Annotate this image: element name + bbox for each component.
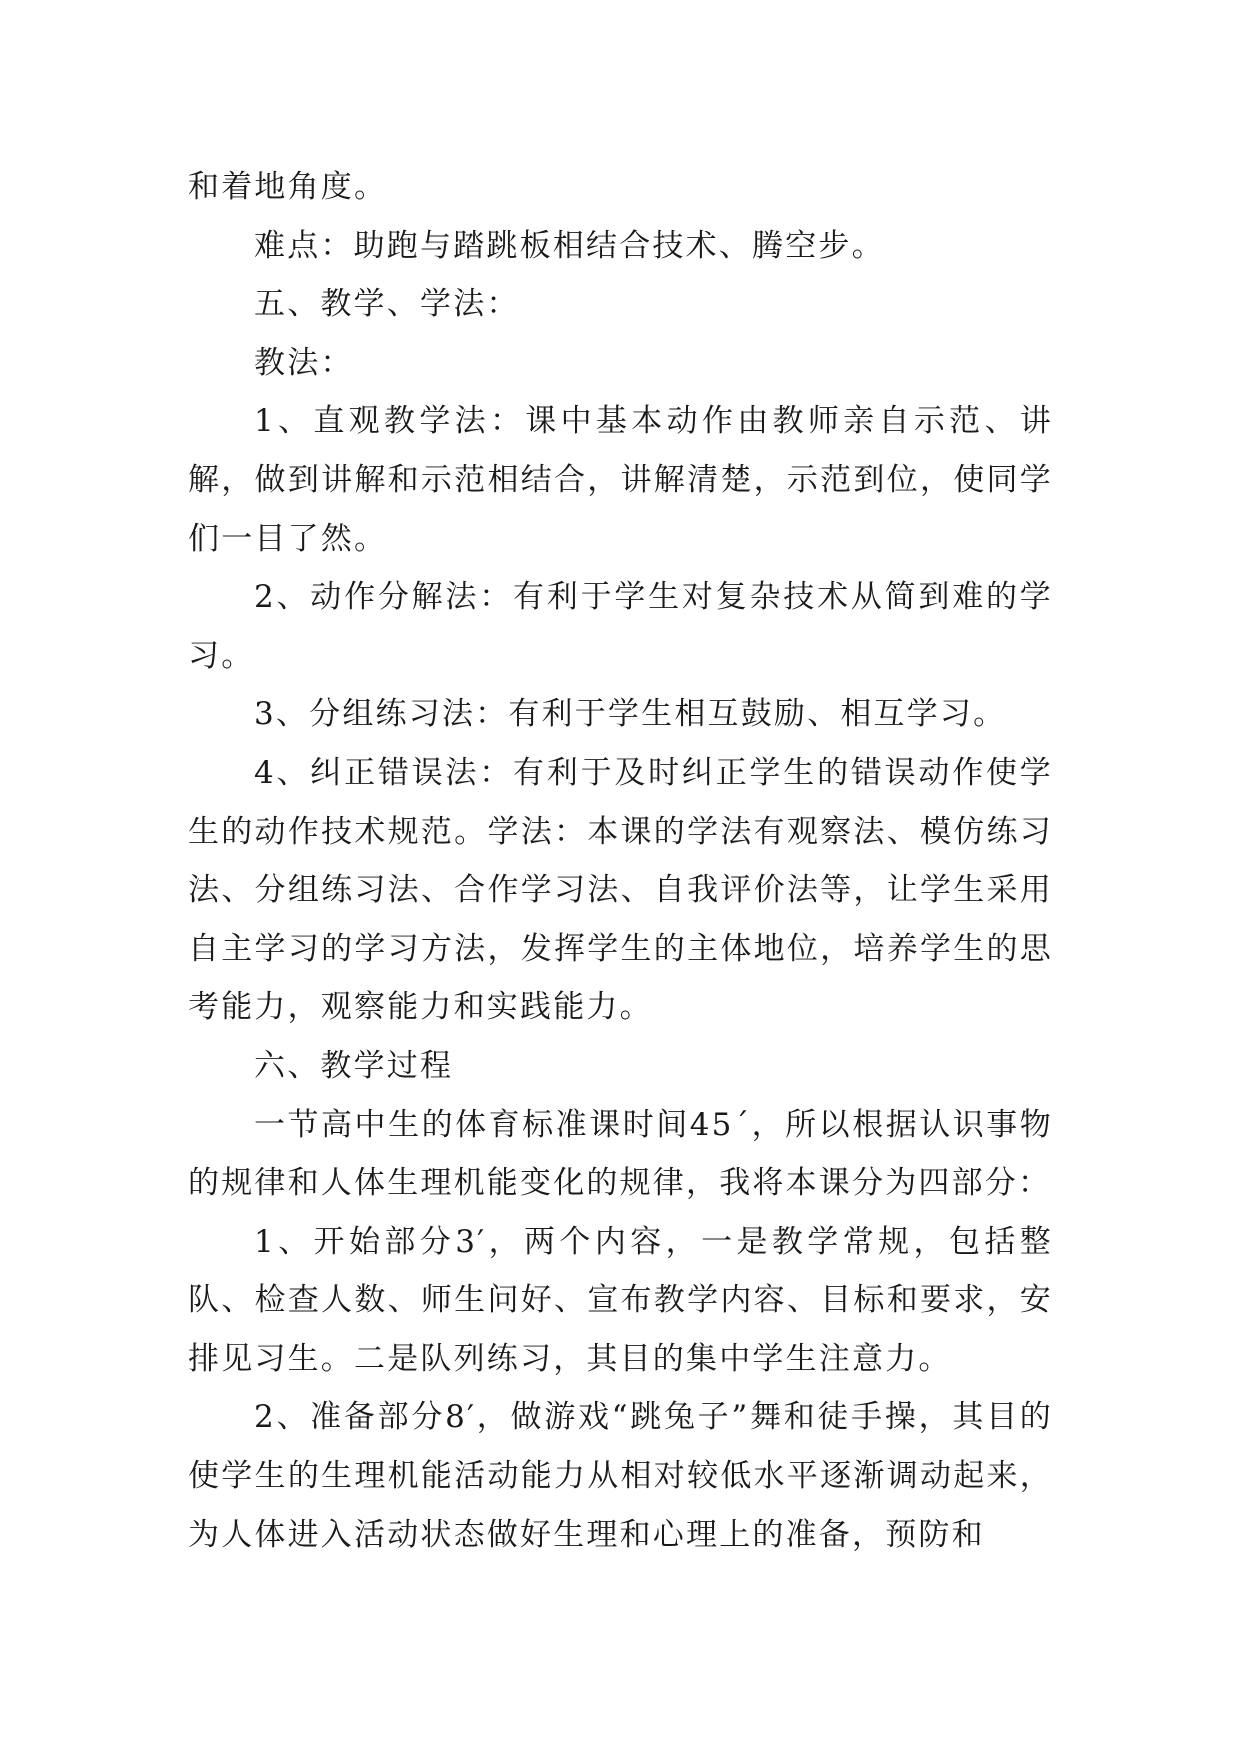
paragraph-method-4: 4、纠正错误法：有利于及时纠正学生的错误动作使学生的动作技术规范。学法：本课的学法有观察法、模仿练习法、分组练习法、合作学习法、自我评价法等，让学生采用自主学习的学习方法，发挥学生的主体地位，培养学生的思考能力，观察能力和实践能力。: [188, 754, 1053, 1026]
document-body: [188, 158, 1053, 1564]
paragraph-method-3: 3、分组练习法：有利于学生相互鼓励、相互学习。: [254, 696, 1007, 733]
paragraph-process-part-1: 1、开始部分3′，两个内容，一是教学常规，包括整队、检查人数、师生问好、宣布教学内容、目标和要求，安排见习生。二是队列练习，其目的集中学生注意力。: [188, 1223, 1053, 1377]
paragraph-difficulty: 难点：助跑与踏跳板相结合技术、腾空步。: [254, 227, 885, 264]
paragraph-method-2: 2、动作分解法：有利于学生对复杂技术从简到难的学习。: [188, 579, 1053, 674]
section-heading-methods: 五、教学、学法：: [254, 286, 520, 323]
paragraph-process-intro: 一节高中生的体育标准课时间45´，所以根据认识事物的规律和人体生理机能变化的规律，我将本课分为四部分：: [188, 1106, 1053, 1202]
paragraph-process-part-2: 2、准备部分8′，做游戏“跳兔子”舞和徒手操，其目的使学生的生理机能活动能力从相对较低水平逐渐调动起来，为人体进入活动状态做好生理和心理上的准备，预防和: [188, 1399, 1053, 1553]
paragraph-method-1: 1、直观教学法：课中基本动作由教师亲自示范、讲解，做到讲解和示范相结合，讲解清楚，示范到位，使同学们一目了然。: [188, 403, 1053, 557]
section-heading-process: 六、教学过程: [254, 1047, 454, 1084]
subheading-teaching-methods: 教法：: [254, 344, 354, 381]
paragraph-continuation: 和着地角度。: [188, 169, 388, 205]
